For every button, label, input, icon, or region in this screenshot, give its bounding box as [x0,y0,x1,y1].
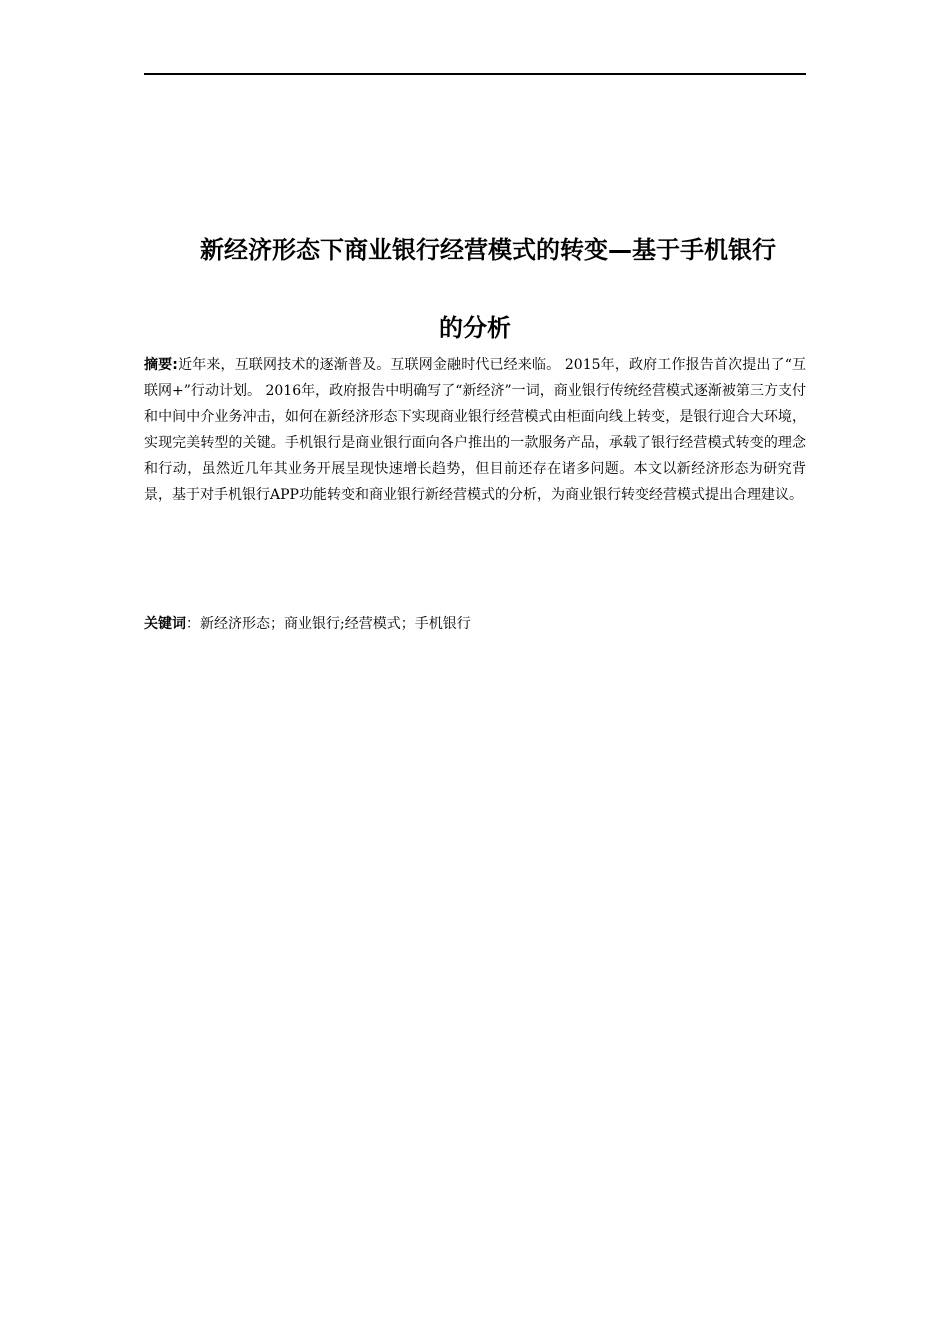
keywords-label: 关键词 [144,616,186,632]
document-title-line-1: 新经济形态下商业银行经营模式的转变—基于手机银行 [200,236,776,264]
keywords-text: ：新经济形态；商业银行;经营模式；手机银行 [186,616,471,632]
abstract-label: 摘要: [144,357,178,373]
header-rule [144,73,806,75]
abstract-paragraph [144,352,806,508]
keywords-line [144,612,806,636]
document-title-line-2: 的分析 [439,314,511,342]
abstract-text: 近年来，互联网技术的逐渐普及。互联网金融时代已经来临。 2015年，政府工作报告首次提出了“互联网+”行动计划。 2016年，政府报告中明确写了“新经济”一词，商业银行传统经营模式逐渐被第三方支付和中间中介业务冲击，如何在新经济形态下实现商业银行经营模式由柜面向线上转变，是银行迎合大环境，实现完美转型的关键。手机银行是商业银行面向各户推出的一款服务产品，承载了银行经营模式转变的理念和行动，虽然近几年其业务开展呈现快速增长趋势，但目前还存在诸多问题。本文以新经济形态为研究背景，基于对手机银行APP功能转变和商业银行新经营模式的分析，为商业银行转变经营模式提出合理建议。 [144,357,807,503]
